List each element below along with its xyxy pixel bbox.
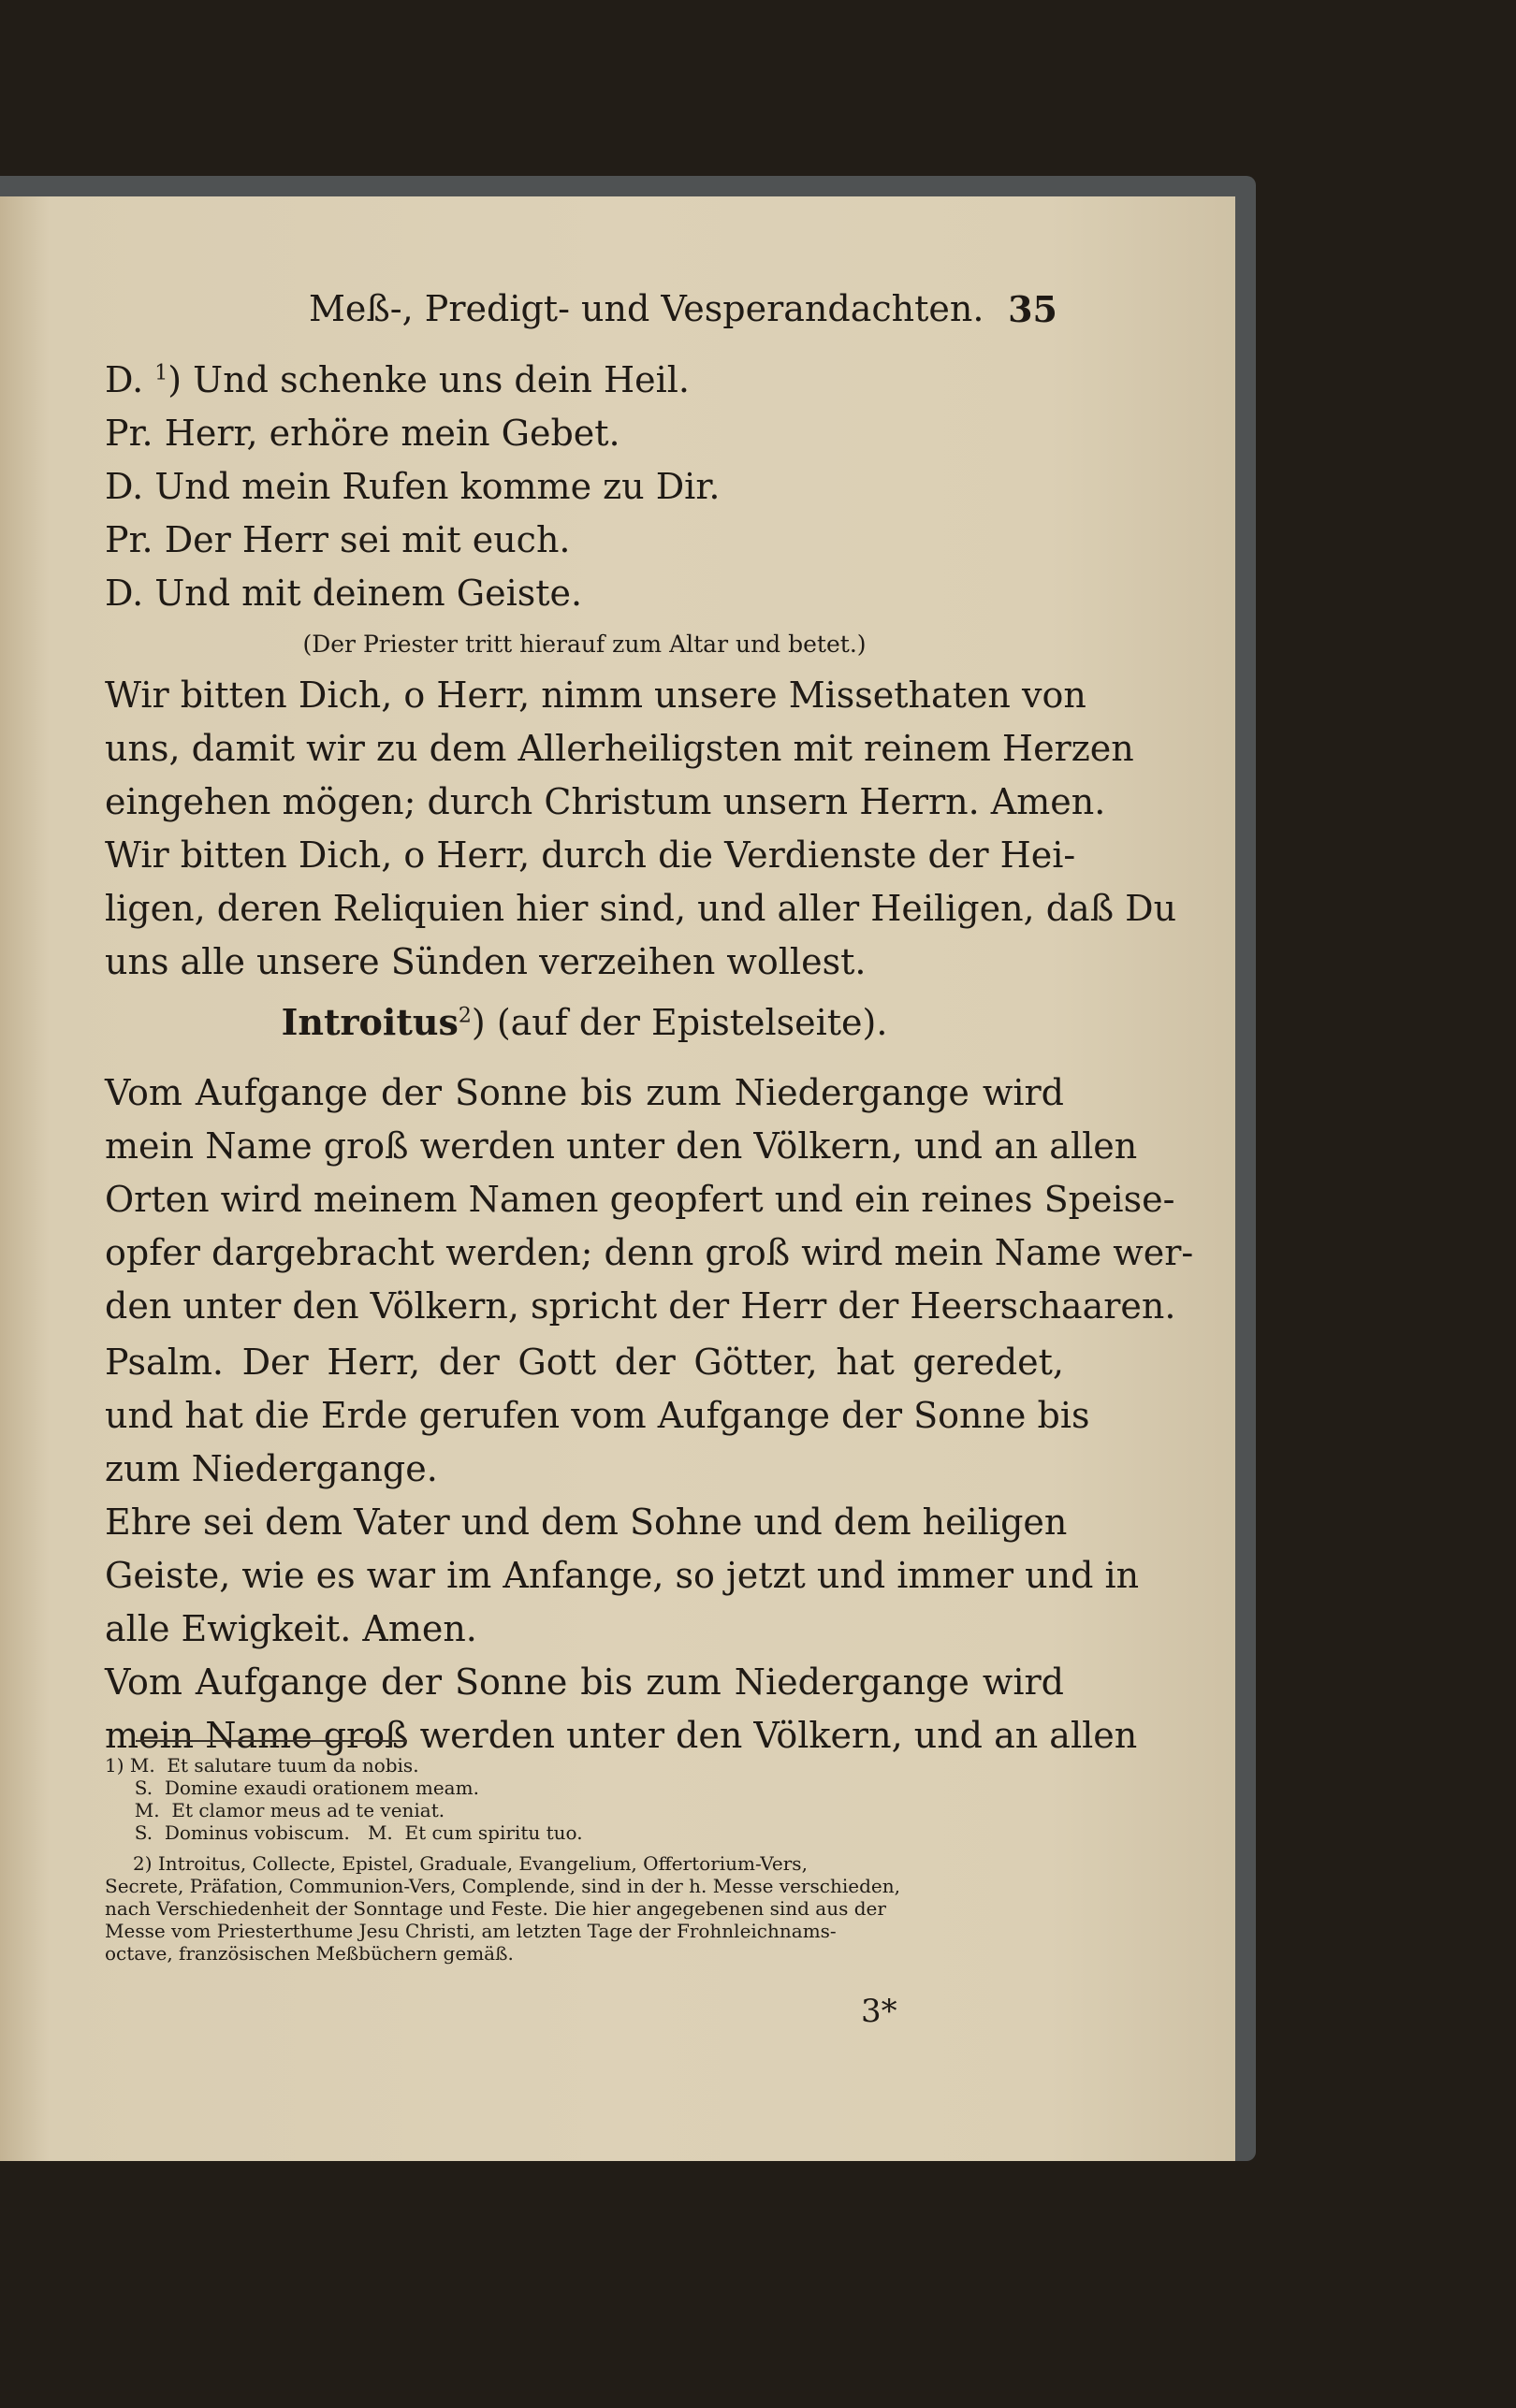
text-line: mein Name groß werden unter den Völkern, und an allen: [105, 1125, 1138, 1167]
book-page: [0, 196, 1235, 2161]
text-line: alle Ewigkeit. Amen.: [105, 1608, 477, 1649]
text-line: Wir bitten Dich, o Herr, durch die Verdienste der Hei-: [105, 834, 1076, 876]
page-number: 35: [1008, 288, 1057, 330]
text-line: Vom Aufgange der Sonne bis zum Niedergange wird: [105, 1072, 1064, 1113]
footnote-line: Secrete, Präfation, Communion-Vers, Complende, sind in der h. Messe verschieden,: [105, 1875, 900, 1897]
text-line: zum Niedergange.: [105, 1448, 438, 1489]
signature-mark: 3*: [861, 1993, 897, 2030]
text-line: Psalm. Der Herr, der Gott der Götter, hat geredet,: [105, 1342, 1064, 1383]
footnote-line: nach Verschiedenheit der Sonntage und Feste. Die hier angegebenen sind aus der: [105, 1897, 886, 1920]
introit-text: [105, 1066, 1194, 1333]
dialogue-line: D. $^1$) Und schenke uns dein Heil.: [105, 359, 690, 400]
text-line: und hat die Erde gerufen vom Aufgange der Sonne bis: [105, 1395, 1090, 1436]
text-line: Orten wird meinem Namen geopfert und ein reines Speise-: [105, 1179, 1175, 1220]
dialogue-line: Pr. Herr, erhöre mein Gebet.: [105, 413, 620, 454]
dialogue-line: D. Und mein Rufen komme zu Dir.: [105, 466, 721, 507]
text-line: Wir bitten Dich, o Herr, nimm unsere Missethaten von: [105, 675, 1086, 716]
footnote-line: octave, französischen Meßbüchern gemäß.: [105, 1942, 514, 1965]
introit-title: Introitus: [281, 1001, 459, 1043]
running-header: [309, 288, 1057, 344]
footnote-line: Messe vom Priesterthume Jesu Christi, am letzten Tage der Frohnleichnams-: [105, 1920, 837, 1942]
introit-subtitle: ) (auf der Epistelseite).: [471, 1002, 888, 1043]
footnote-line: S. Domine exaudi orationem meam.: [105, 1777, 479, 1799]
dialogue-line: D. Und mit deinem Geiste.: [105, 573, 583, 614]
text-line: opfer dargebracht werden; denn groß wird mein Name wer-: [105, 1232, 1194, 1273]
text-line: den unter den Völkern, spricht der Herr der Heerschaaren.: [105, 1285, 1176, 1327]
text-line: uns alle unsere Sünden verzeihen wollest.: [105, 941, 867, 982]
text-line: ligen, deren Reliquien hier sind, und aller Heiligen, daß Du: [105, 888, 1177, 929]
footnote-rule: [136, 1740, 407, 1742]
psalm-text: [105, 1336, 1140, 1762]
text-line: uns, damit wir zu dem Allerheiligsten mit reinem Herzen: [105, 728, 1134, 769]
prayers: [105, 669, 1177, 989]
text-line: Geiste, wie es war im Anfange, so jetzt und immer und in: [105, 1555, 1140, 1596]
text-line: Vom Aufgange der Sonne bis zum Niedergange wird: [105, 1661, 1064, 1703]
footnote-mark: 1: [154, 361, 168, 385]
footnote-1: [105, 1754, 1069, 1844]
running-title: Meß-, Predigt- und Vesperandachten.: [309, 288, 984, 329]
text-line: eingehen mögen; durch Christum unsern Herrn. Amen.: [105, 781, 1106, 822]
text-line: mein Name groß werden unter den Völkern, und an allen: [105, 1715, 1138, 1756]
introit-heading: [105, 992, 1064, 1053]
footnote-line: 1) M. Et salutare tuum da nobis.: [105, 1754, 419, 1777]
footnote-2: [105, 1852, 1069, 1965]
footnote-line: M. Et clamor meus ad te veniat.: [105, 1799, 445, 1821]
stage-direction: (Der Priester tritt hierauf zum Altar und betet.): [302, 631, 867, 658]
footnote-mark: 2: [458, 1004, 472, 1028]
footnote-line: 2) Introitus, Collecte, Epistel, Graduale, Evangelium, Offertorium-Vers,: [133, 1852, 808, 1875]
opening-dialogue: [105, 354, 1064, 669]
text-line: Ehre sei dem Vater und dem Sohne und dem heiligen: [105, 1501, 1068, 1543]
footnote-line: S. Dominus vobiscum. M. Et cum spiritu tuo.: [105, 1821, 583, 1844]
dialogue-line: Pr. Der Herr sei mit euch.: [105, 519, 571, 560]
